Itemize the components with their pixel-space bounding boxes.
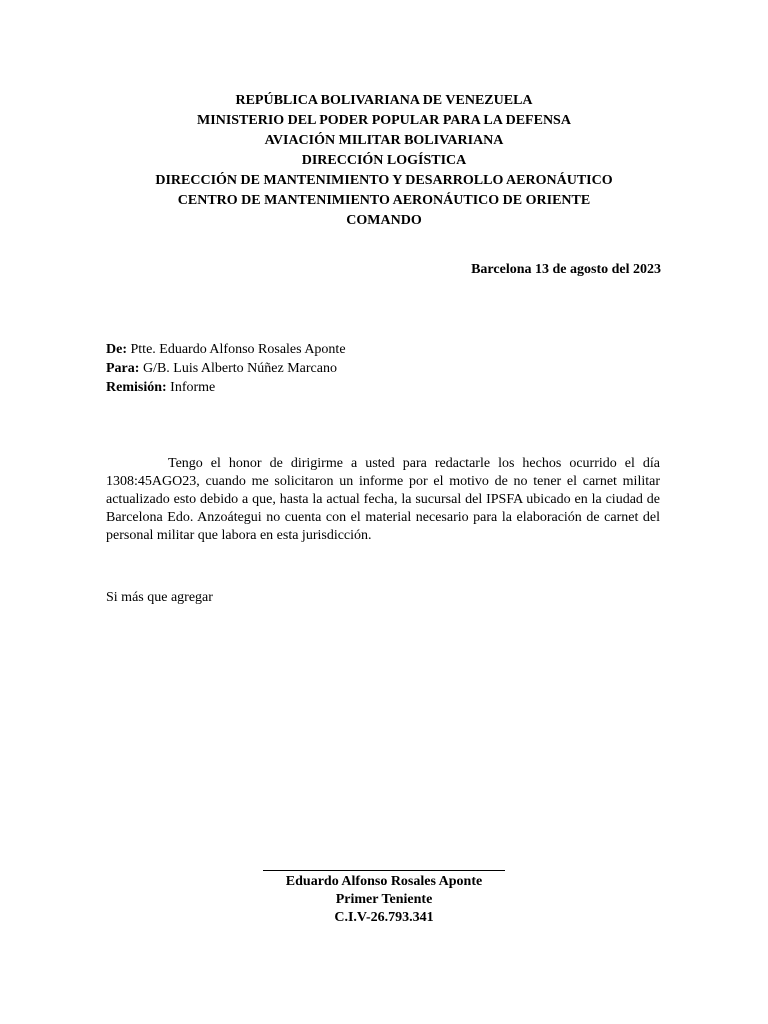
meta-to-label: Para: [106, 361, 140, 376]
letter-closing: Si más que agregar [106, 590, 213, 605]
signature-name: Eduardo Alfonso Rosales Aponte [285, 874, 483, 889]
letterhead-line-maintenance-direction: DIRECCIÓN DE MANTENIMIENTO Y DESARROLLO AERONÁUTICO [155, 173, 613, 188]
signature-text [0, 873, 768, 927]
meta-subject-value: Informe [166, 380, 216, 395]
letter-date: Barcelona 13 de agosto del 2023 [471, 262, 661, 277]
meta-from-label: De: [106, 342, 127, 357]
meta-from [106, 340, 346, 359]
signature-rank: Primer Teniente [335, 892, 433, 907]
meta-subject [106, 378, 346, 397]
meta-subject-label: Remisión: [106, 380, 167, 395]
letterhead [0, 91, 768, 231]
meta-to [106, 359, 346, 378]
signature-line [263, 853, 505, 871]
meta-to-value: G/B. Luis Alberto Núñez Marcano [139, 361, 337, 376]
letter-body-paragraph: Tengo el honor de dirigirme a usted para redactarle los hechos ocurrido el día 1308:45AGO23, cuando me solicitaron un informe por el motivo de no tener el carnet militar actualizado esto debido a que, hasta la actual fecha, la sucursal del IPSFA ubicado en la ciudad de Barcelona Edo. Anzoátegui no cuenta con el material necesario para la elaboración de carnet del personal militar que labora en esta jurisdicción. [106, 456, 660, 543]
signature-id: C.I.V-26.793.341 [334, 910, 434, 925]
letterhead-line-maintenance-center: CENTRO DE MANTENIMIENTO AERONÁUTICO DE ORIENTE [177, 193, 591, 208]
letterhead-line-command: COMANDO [346, 213, 422, 228]
letterhead-line-country: REPÚBLICA BOLIVARIANA DE VENEZUELA [235, 93, 533, 108]
meta-from-value: Ptte. Eduardo Alfonso Rosales Aponte [127, 342, 346, 357]
letterhead-line-aviation: AVIACIÓN MILITAR BOLIVARIANA [264, 133, 504, 148]
letterhead-line-ministry: MINISTERIO DEL PODER POPULAR PARA LA DEFENSA [197, 113, 571, 128]
letter-meta [106, 340, 346, 397]
letterhead-line-logistics: DIRECCIÓN LOGÍSTICA [301, 153, 467, 168]
signature-block [0, 853, 768, 927]
